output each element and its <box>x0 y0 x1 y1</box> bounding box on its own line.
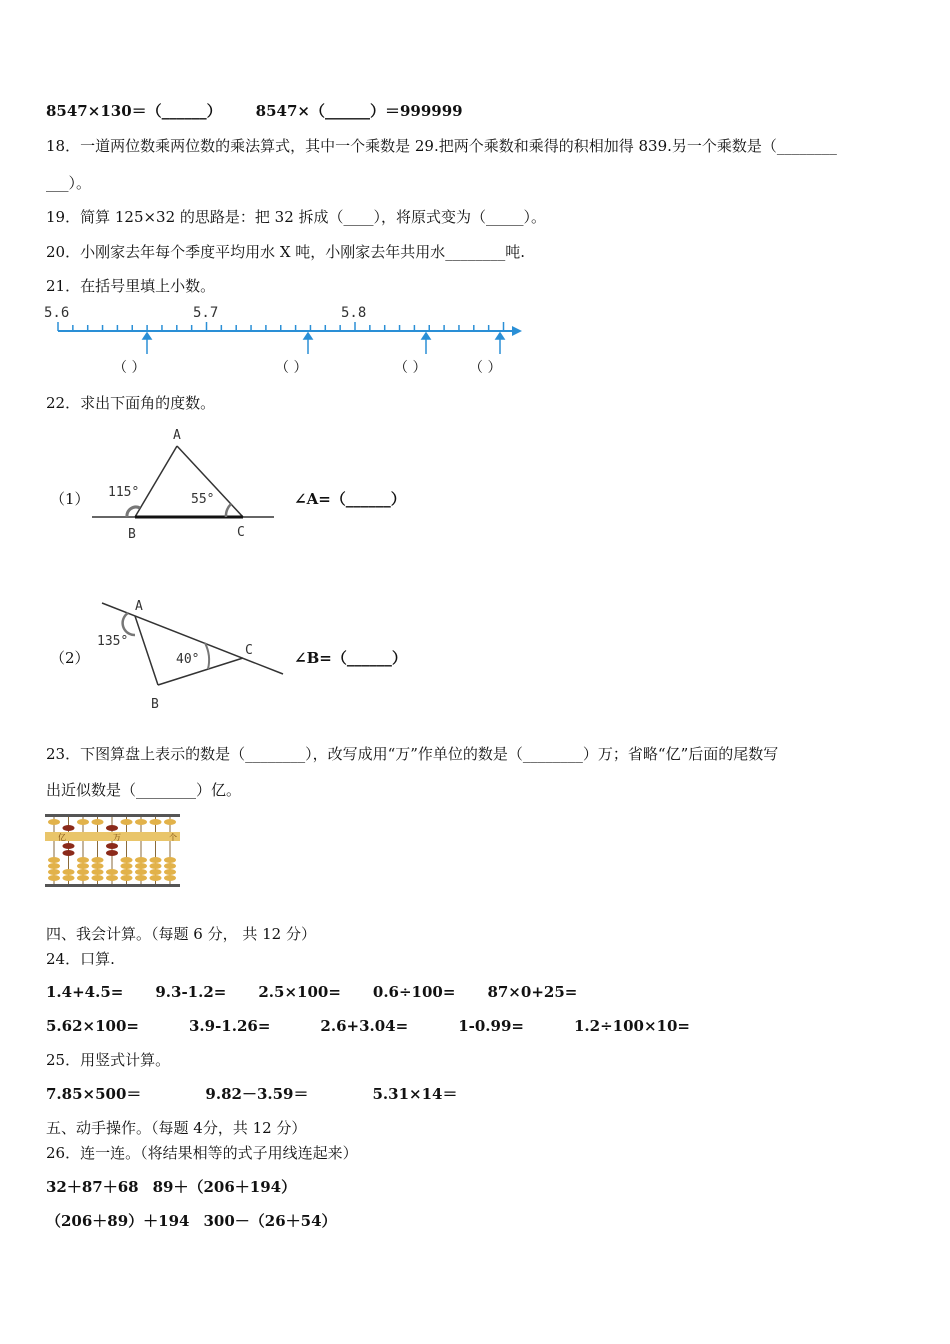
abacus-bead <box>92 857 104 863</box>
abacus-bead <box>121 875 133 881</box>
abacus-bead <box>63 869 75 875</box>
pointer-arrowhead-3 <box>422 333 430 339</box>
number-line-ticks <box>58 322 504 331</box>
abacus-bead <box>121 869 133 875</box>
abacus-beads <box>48 819 176 881</box>
abacus-bead <box>106 875 118 881</box>
q23-line2: 出近似数是（________）亿。 <box>46 781 242 799</box>
q24-title: 24．口算. <box>46 950 115 968</box>
abacus-bead <box>48 819 60 825</box>
fig1-angle-55: 55° <box>191 492 215 507</box>
abacus-bead <box>135 869 147 875</box>
fig2-label-c: C <box>245 643 253 658</box>
fig2-angle-arc-c <box>205 643 209 669</box>
abacus-bead <box>135 863 147 869</box>
fig1-label-b: B <box>128 527 136 542</box>
blank-2: （ ） <box>275 360 308 376</box>
q24-expr: 9.3-1.2= <box>155 983 227 1001</box>
number-line-label-5-7: 5.7 <box>193 305 219 321</box>
abacus-bead <box>121 819 133 825</box>
q22-title: 22．求出下面角的度数。 <box>46 394 216 412</box>
abacus-bottom-frame <box>45 884 180 887</box>
q26-expr: 300－（26＋54） <box>203 1212 337 1230</box>
abacus-bead <box>92 869 104 875</box>
abacus-label-ge: 个 <box>169 833 177 842</box>
abacus-bead <box>135 819 147 825</box>
q24-expr: 3.9-1.26= <box>188 1017 271 1035</box>
q24-expr: 5.62×100= <box>46 1017 139 1035</box>
abacus-bead <box>106 850 118 856</box>
abacus-bead <box>77 863 89 869</box>
q24-expr: 87×0+25= <box>487 983 578 1001</box>
abacus-bead <box>150 857 162 863</box>
abacus-bead <box>106 869 118 875</box>
abacus-label-wan: 万 <box>113 833 121 842</box>
blank-3: （ ） <box>394 360 427 376</box>
triangle-figure-2 <box>90 590 290 720</box>
q23-line1: 23．下图算盘上表示的数是（________），改写成用“万”作单位的数是（________）万；省略“亿”后面的尾数写 <box>46 745 779 763</box>
q17-line <box>46 101 463 121</box>
abacus-bead <box>164 857 176 863</box>
q25-expr: 7.85×500＝ <box>46 1085 142 1103</box>
fig2-label-b: B <box>151 697 159 712</box>
q24-expr: 2.6+3.04= <box>320 1017 409 1035</box>
abacus-top-frame <box>45 814 180 817</box>
abacus-bead <box>63 825 75 831</box>
abacus-label-yi: 亿 <box>58 833 66 842</box>
abacus-bead <box>48 869 60 875</box>
abacus-bead <box>77 869 89 875</box>
q24-row1 <box>46 982 577 1002</box>
fig1-angle-arc-c <box>226 504 231 517</box>
q26-expr: 89＋（206＋194） <box>152 1178 297 1196</box>
section-4-heading: 四、我会计算。（每题 6 分， 共 12 分） <box>46 925 316 943</box>
q17-expr-1: 8547×130＝（______） <box>46 102 222 120</box>
pointer-arrowhead-1 <box>143 333 151 339</box>
q24-expr: 0.6÷100= <box>372 983 456 1001</box>
fig2-angle-40: 40° <box>176 652 200 667</box>
abacus-bead <box>121 863 133 869</box>
abacus-bead <box>92 863 104 869</box>
pointer-arrowhead-2 <box>304 333 312 339</box>
abacus-bead <box>92 819 104 825</box>
abacus-bead <box>63 843 75 849</box>
q25-title: 25．用竖式计算。 <box>46 1051 171 1069</box>
q24-expr: 1-0.99= <box>458 1017 524 1035</box>
blank-4: （ ） <box>469 360 502 376</box>
abacus-bead <box>135 857 147 863</box>
q26-row2 <box>46 1211 337 1231</box>
fig1-angle-115: 115° <box>108 485 140 500</box>
abacus-bead <box>150 869 162 875</box>
fig2-label-a: A <box>135 599 143 614</box>
abacus-bead <box>77 857 89 863</box>
q24-expr: 1.4+4.5= <box>46 983 124 1001</box>
section-5-heading: 五、动手操作。（每题 4分，共 12 分） <box>46 1119 307 1137</box>
q25-row <box>46 1084 457 1104</box>
pointer-arrowhead-4 <box>496 333 504 339</box>
q25-expr: 9.82－3.59＝ <box>205 1085 309 1103</box>
abacus-bead <box>150 819 162 825</box>
abacus-bead <box>77 819 89 825</box>
q18-line2: ___）。 <box>46 174 92 192</box>
abacus-figure <box>45 814 180 888</box>
abacus-bead <box>164 863 176 869</box>
fig1-number: （1） <box>50 490 90 508</box>
abacus-bead <box>164 875 176 881</box>
q26-expr: （206＋89）＋194 <box>46 1212 190 1230</box>
abacus-bead <box>48 875 60 881</box>
fig2-number: （2） <box>50 649 90 667</box>
q24-expr: 2.5×100= <box>258 983 341 1001</box>
abacus-bead <box>63 850 75 856</box>
q26-expr: 32＋87＋68 <box>46 1178 139 1196</box>
abacus-bead <box>48 863 60 869</box>
fig1-answer: ∠A=（______） <box>294 490 406 508</box>
abacus-bead <box>106 825 118 831</box>
abacus-bead <box>135 875 147 881</box>
triangle-figure-1 <box>88 420 283 550</box>
fig2-side-bc <box>158 658 243 685</box>
abacus-bead <box>150 863 162 869</box>
fig1-label-c: C <box>237 525 245 540</box>
blank-1: （ ） <box>113 360 146 376</box>
q26-title: 26．连一连。（将结果相等的式子用线连起来） <box>46 1144 358 1162</box>
fig2-angle-135: 135° <box>97 634 129 649</box>
abacus-bead <box>150 875 162 881</box>
q25-expr: 5.31×14＝ <box>372 1085 458 1103</box>
abacus-bead <box>121 857 133 863</box>
number-line-label-5-6: 5.6 <box>44 305 70 321</box>
fig1-label-a: A <box>173 428 181 443</box>
abacus-bead <box>48 857 60 863</box>
fig2-angle-arc-a <box>123 613 135 635</box>
number-line-arrowhead <box>512 326 522 336</box>
abacus-bead <box>92 875 104 881</box>
fig2-answer: ∠B=（______） <box>294 649 407 667</box>
q21-title: 21．在括号里填上小数。 <box>46 277 216 295</box>
abacus-bead <box>106 843 118 849</box>
q26-row1 <box>46 1177 296 1197</box>
q18-line1: 18．一道两位数乘两位数的乘法算式，其中一个乘数是 29.把两个乘数和乘得的积相加得 839.另一个乘数是（________ <box>46 137 837 155</box>
q24-row2 <box>46 1016 690 1036</box>
abacus-bead <box>63 875 75 881</box>
q19-line: 19．简算 125×32 的思路是：把 32 拆成（____），将原式变为（_____）。 <box>46 208 547 226</box>
number-line-label-5-8: 5.8 <box>341 305 367 321</box>
q24-expr: 1.2÷100×10= <box>573 1017 690 1035</box>
fig1-side-ab <box>135 446 177 517</box>
fig2-side-ab <box>135 616 158 685</box>
q20-line: 20．小刚家去年每个季度平均用水 X 吨，小刚家去年共用水________吨. <box>46 243 526 261</box>
q17-expr-2: 8547×（______）＝999999 <box>255 102 463 120</box>
abacus-bead <box>164 819 176 825</box>
abacus-bead <box>77 875 89 881</box>
abacus-bead <box>164 869 176 875</box>
